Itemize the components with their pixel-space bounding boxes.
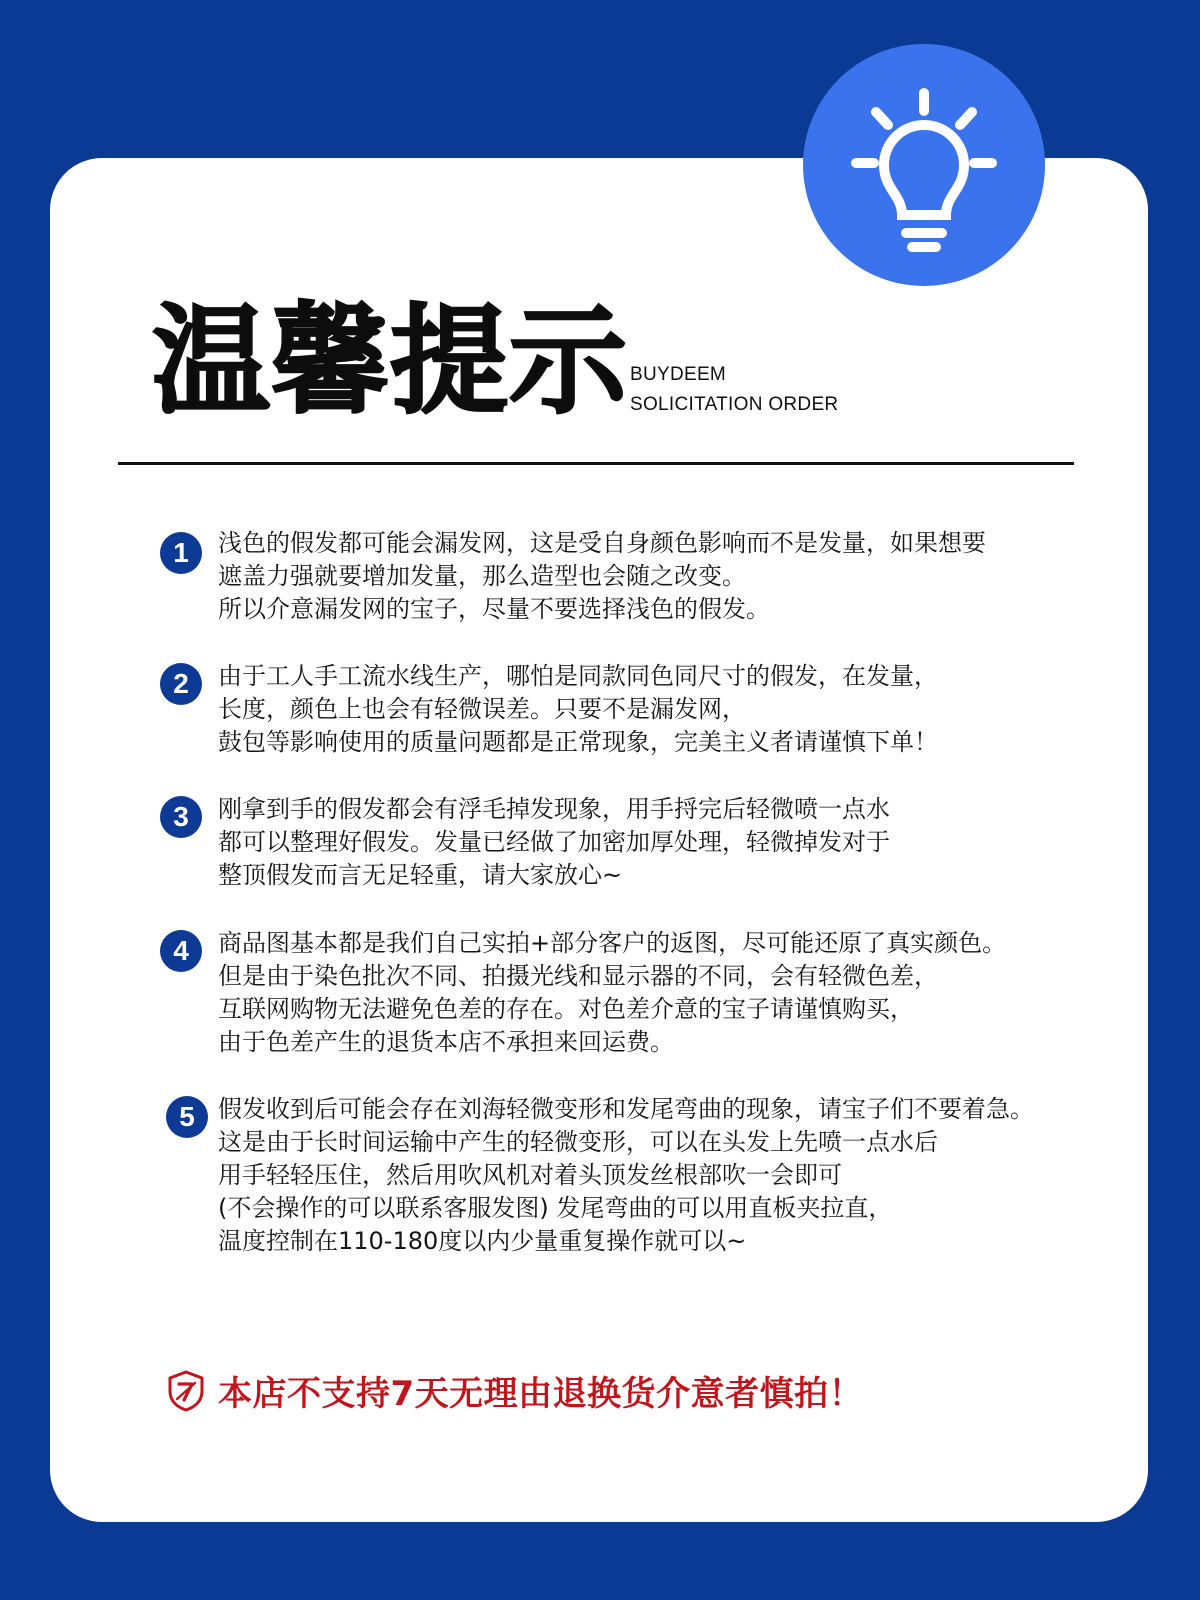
notice-line: 鼓包等影响使用的质量问题都是正常现象，完美主义者请谨慎下单！	[218, 728, 938, 756]
notice-line: 互联网购物无法避免色差的存在。对色差介意的宝子请谨慎购买，	[218, 995, 914, 1023]
notice-number-4: 4	[160, 930, 202, 972]
notice-line: 所以介意漏发网的宝子，尽量不要选择浅色的假发。	[218, 595, 770, 623]
notice-line: 浅色的假发都可能会漏发网，这是受自身颜色影响而不是发量，如果想要	[218, 529, 986, 557]
notice-line: 商品图基本都是我们自己实拍+部分客户的返图，尽可能还原了真实颜色。	[218, 929, 1007, 957]
return-policy-warning	[166, 1366, 863, 1415]
notice-line: 由于色差产生的退货本店不承担来回运费。	[218, 1028, 674, 1056]
page-subtitle	[630, 360, 838, 420]
notice-text-4	[218, 927, 1098, 1059]
notice-line: 刚拿到手的假发都会有浮毛掉发现象，用手捋完后轻微喷一点水	[218, 795, 890, 823]
notice-line: 遮盖力强就要增加发量，那么造型也会随之改变。	[218, 562, 746, 590]
notice-line: 整顶假发而言无足轻重，请大家放心~	[218, 861, 623, 889]
notice-line: 用手轻轻压住，然后用吹风机对着头顶发丝根部吹一会即可	[218, 1161, 842, 1189]
shield-7-icon	[166, 1369, 206, 1413]
notice-line: 长度，颜色上也会有轻微误差。只要不是漏发网，	[218, 695, 746, 723]
warning-text: 本店不支持7天无理由退换货介意者慎拍！	[218, 1374, 864, 1414]
subtitle-brand: BUYDEEM	[630, 364, 727, 385]
notice-text-3	[218, 793, 1098, 892]
notice-line: 由于工人手工流水线生产，哪怕是同款同色同尺寸的假发，在发量，	[218, 662, 938, 690]
page-title: 温馨提示	[152, 292, 629, 430]
notice-line: 温度控制在110-180度以内少量重复操作就可以~	[218, 1227, 747, 1255]
notice-line: 这是由于长时间运输中产生的轻微变形，可以在头发上先喷一点水后	[218, 1128, 938, 1156]
lightbulb-badge	[803, 44, 1045, 286]
notice-line: 假发收到后可能会存在刘海轻微变形和发尾弯曲的现象，请宝子们不要着急。	[218, 1095, 1034, 1123]
notice-text-1	[218, 527, 1098, 626]
title-divider	[118, 462, 1074, 465]
notice-text-2	[218, 660, 1098, 759]
subtitle-tagline: SOLICITATION ORDER	[630, 394, 839, 415]
notice-line: (不会操作的可以联系客服发图) 发尾弯曲的可以用直板夹拉直，	[218, 1194, 893, 1222]
notice-number-5: 5	[166, 1096, 208, 1138]
notice-text-5	[218, 1093, 1098, 1258]
notice-line: 都可以整理好假发。发量已经做了加密加厚处理，轻微掉发对于	[218, 828, 890, 856]
notice-line: 但是由于染色批次不同、拍摄光线和显示器的不同，会有轻微色差，	[218, 962, 938, 990]
notice-number-1: 1	[160, 532, 202, 574]
lightbulb-icon	[824, 65, 1024, 265]
notice-number-2: 2	[160, 663, 202, 705]
notice-number-3: 3	[160, 796, 202, 838]
